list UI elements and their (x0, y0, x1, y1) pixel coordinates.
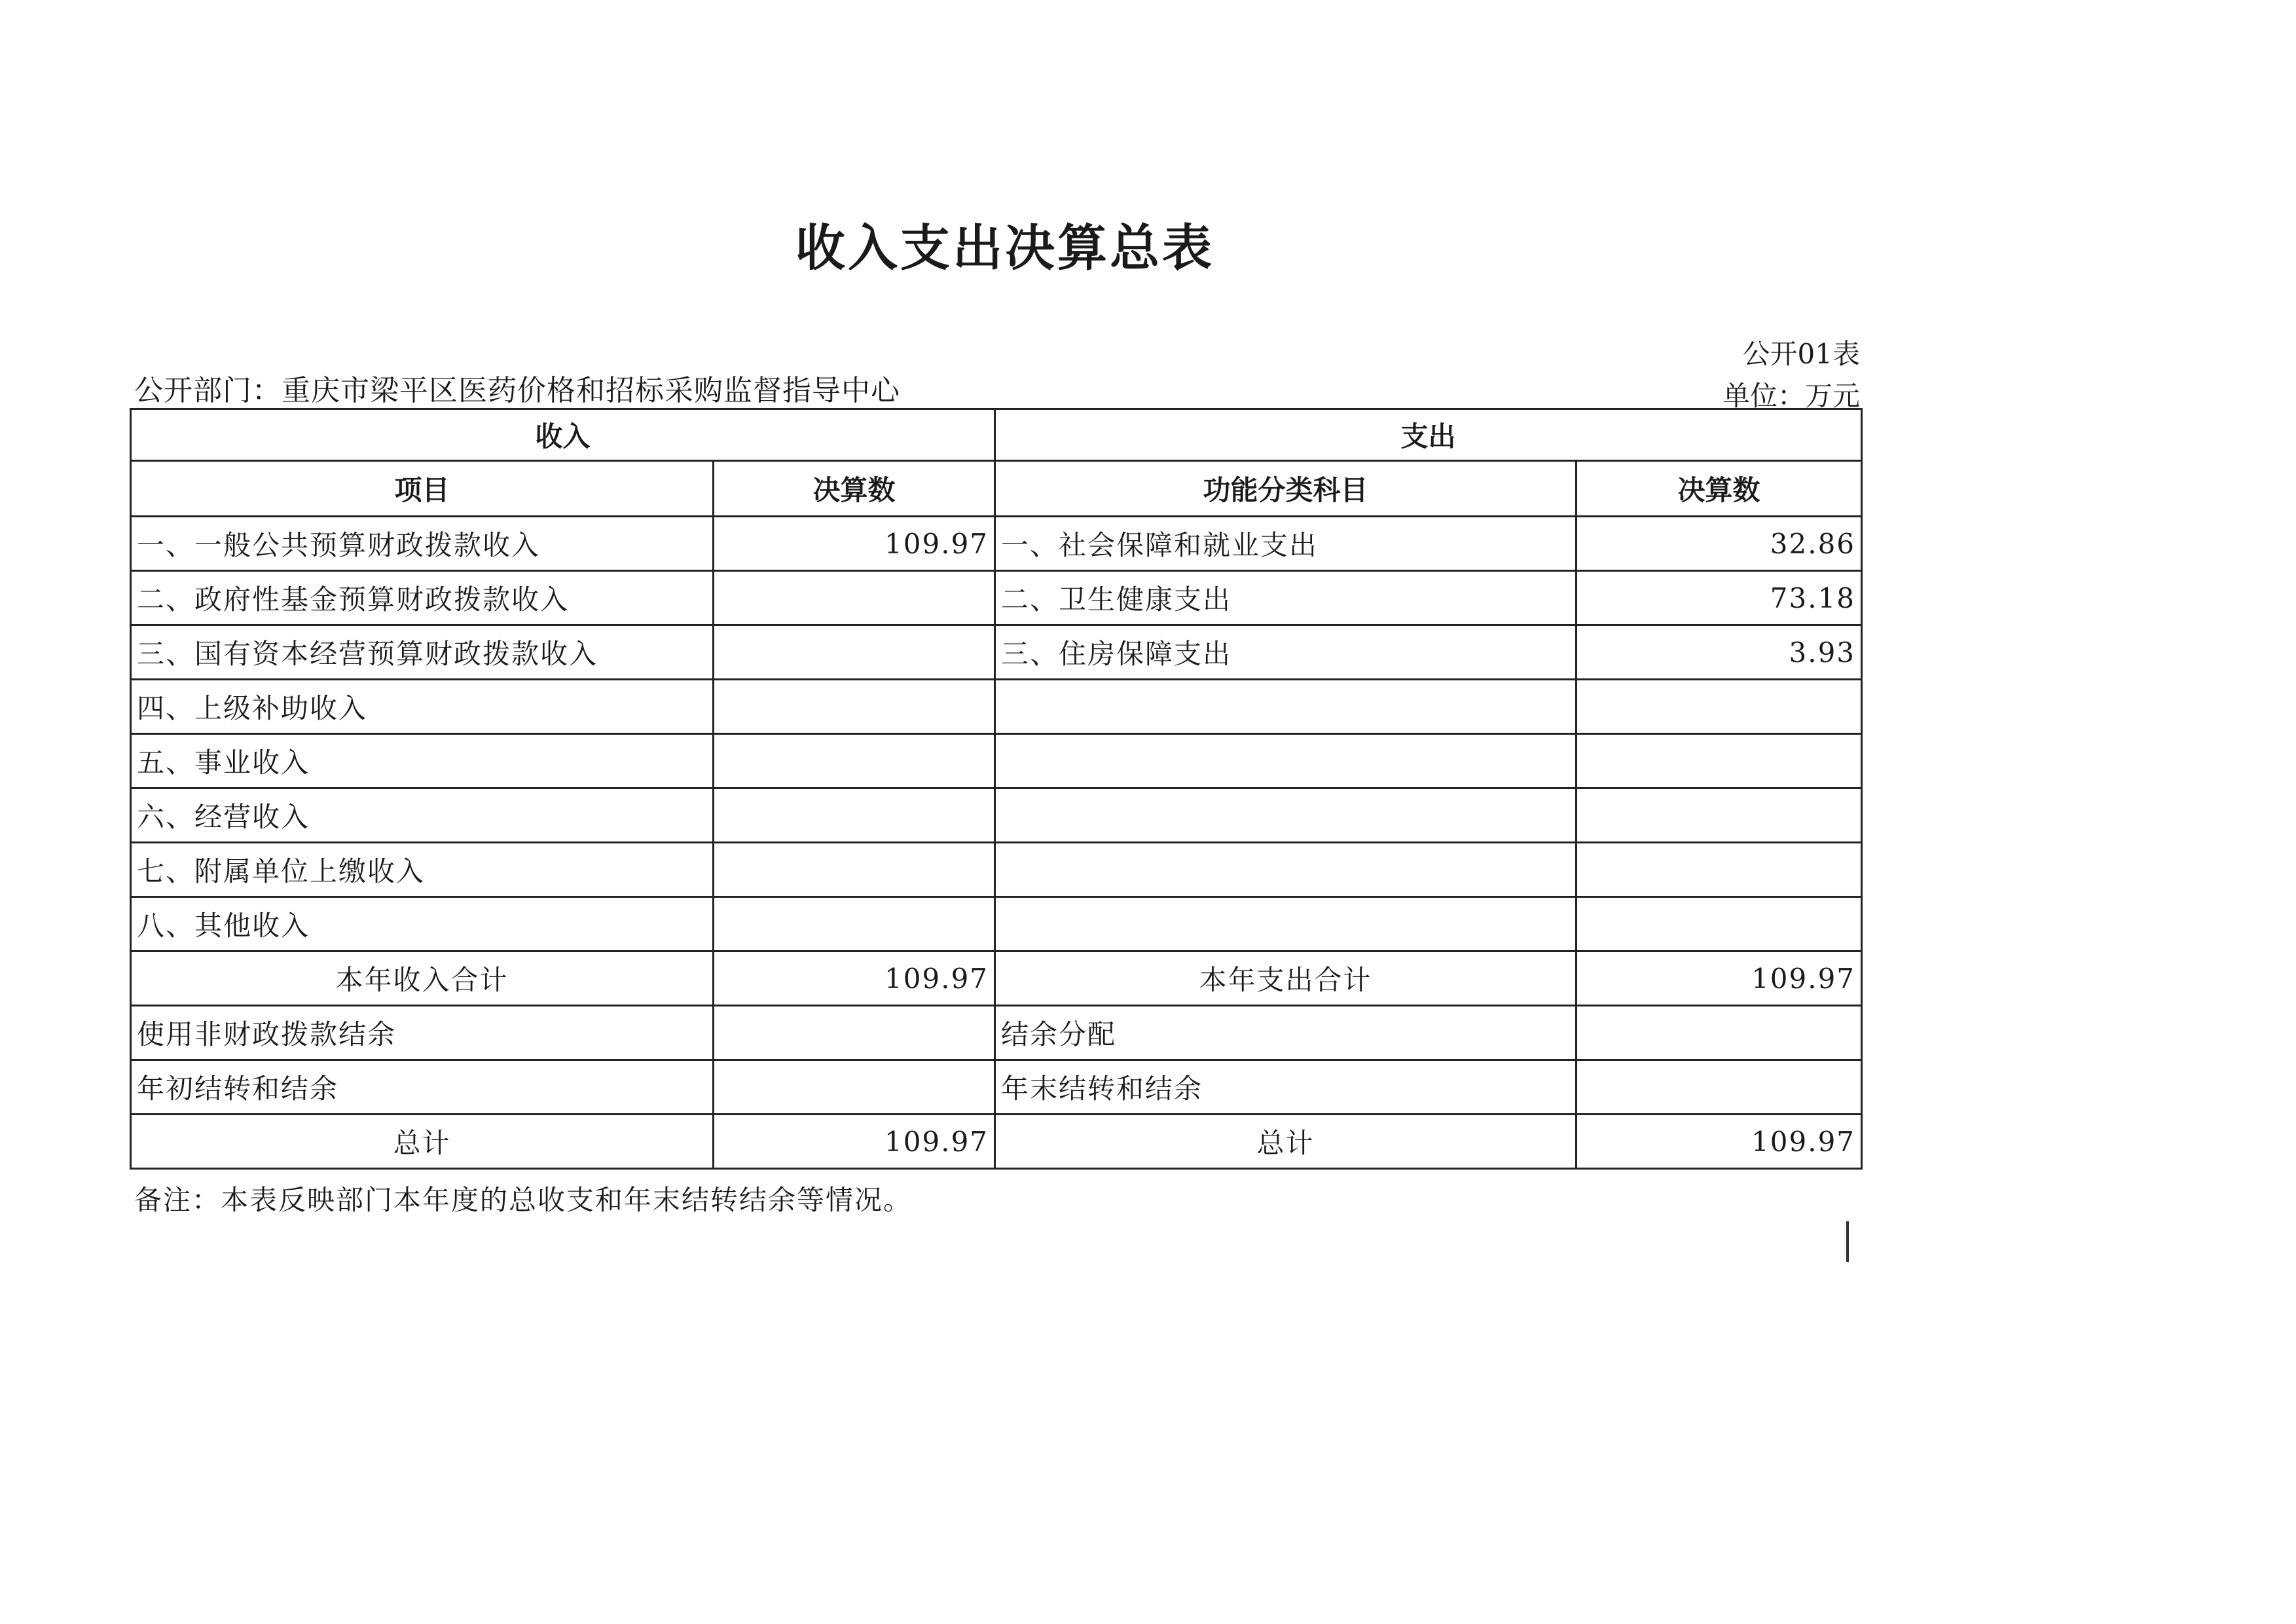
unit-label: 单位：万元 (1722, 380, 1860, 412)
table-row (131, 1006, 1862, 1060)
column-header-row (131, 461, 1862, 517)
footnote: 备注：本表反映部门本年度的总收支和年末结转结余等情况。 (134, 1184, 913, 1216)
table-row (131, 788, 1862, 843)
subtotal-row (131, 951, 1862, 1006)
expense-item (995, 680, 1576, 734)
income-item: 一、一般公共预算财政拨款收入 (131, 517, 714, 571)
expense-item (995, 734, 1576, 788)
expense-amount (1576, 680, 1862, 734)
expense-total-label: 总计 (995, 1115, 1576, 1169)
income-item: 二、政府性基金预算财政拨款收入 (131, 571, 714, 625)
expense-amount-header: 决算数 (1576, 461, 1862, 517)
income-section-header: 收入 (131, 409, 995, 461)
scan-mark (1846, 1221, 1849, 1262)
expense-amount: 3.93 (1576, 625, 1862, 680)
expense-item-header: 功能分类科目 (995, 461, 1576, 517)
expense-amount (1576, 843, 1862, 897)
table-row (131, 517, 1862, 571)
table-row (131, 734, 1862, 788)
expense-item (995, 843, 1576, 897)
expense-amount (1576, 1060, 1862, 1115)
table-row (131, 897, 1862, 951)
income-amount (714, 897, 995, 951)
expense-amount: 32.86 (1576, 517, 1862, 571)
expense-item: 一、社会保障和就业支出 (995, 517, 1576, 571)
income-item-header: 项目 (131, 461, 714, 517)
form-number: 公开01表 (1742, 338, 1860, 370)
income-amount (714, 1060, 995, 1115)
income-total-amount: 109.97 (714, 1115, 995, 1169)
total-row (131, 1115, 1862, 1169)
page-title: 收入支出决算总表 (795, 219, 1214, 277)
income-amount (714, 680, 995, 734)
table-row (131, 680, 1862, 734)
income-subtotal-amount: 109.97 (714, 951, 995, 1006)
expense-item: 结余分配 (995, 1006, 1576, 1060)
income-subtotal-label: 本年收入合计 (131, 951, 714, 1006)
summary-table (130, 408, 1863, 1170)
section-header-row (131, 409, 1862, 461)
expense-amount (1576, 897, 1862, 951)
income-amount (714, 571, 995, 625)
income-item: 七、附属单位上缴收入 (131, 843, 714, 897)
expense-section-header: 支出 (995, 409, 1862, 461)
income-item: 六、经营收入 (131, 788, 714, 843)
expense-item (995, 788, 1576, 843)
income-item: 年初结转和结余 (131, 1060, 714, 1115)
expense-amount: 73.18 (1576, 571, 1862, 625)
income-amount: 109.97 (714, 517, 995, 571)
income-item: 八、其他收入 (131, 897, 714, 951)
income-amount (714, 734, 995, 788)
expense-amount (1576, 1006, 1862, 1060)
income-amount (714, 843, 995, 897)
table-row (131, 571, 1862, 625)
expense-subtotal-amount: 109.97 (1576, 951, 1862, 1006)
table-row (131, 625, 1862, 680)
expense-item: 三、住房保障支出 (995, 625, 1576, 680)
table-row (131, 843, 1862, 897)
expense-amount (1576, 788, 1862, 843)
income-amount (714, 625, 995, 680)
income-item: 使用非财政拨款结余 (131, 1006, 714, 1060)
income-total-label: 总计 (131, 1115, 714, 1169)
income-amount (714, 788, 995, 843)
income-item: 四、上级补助收入 (131, 680, 714, 734)
expense-amount (1576, 734, 1862, 788)
income-amount (714, 1006, 995, 1060)
expense-total-amount: 109.97 (1576, 1115, 1862, 1169)
table-row (131, 1060, 1862, 1115)
expense-item: 年末结转和结余 (995, 1060, 1576, 1115)
income-item: 五、事业收入 (131, 734, 714, 788)
expense-subtotal-label: 本年支出合计 (995, 951, 1576, 1006)
expense-item: 二、卫生健康支出 (995, 571, 1576, 625)
expense-item (995, 897, 1576, 951)
income-amount-header: 决算数 (714, 461, 995, 517)
department-label: 公开部门：重庆市梁平区医药价格和招标采购监督指导中心 (134, 374, 900, 407)
income-item: 三、国有资本经营预算财政拨款收入 (131, 625, 714, 680)
